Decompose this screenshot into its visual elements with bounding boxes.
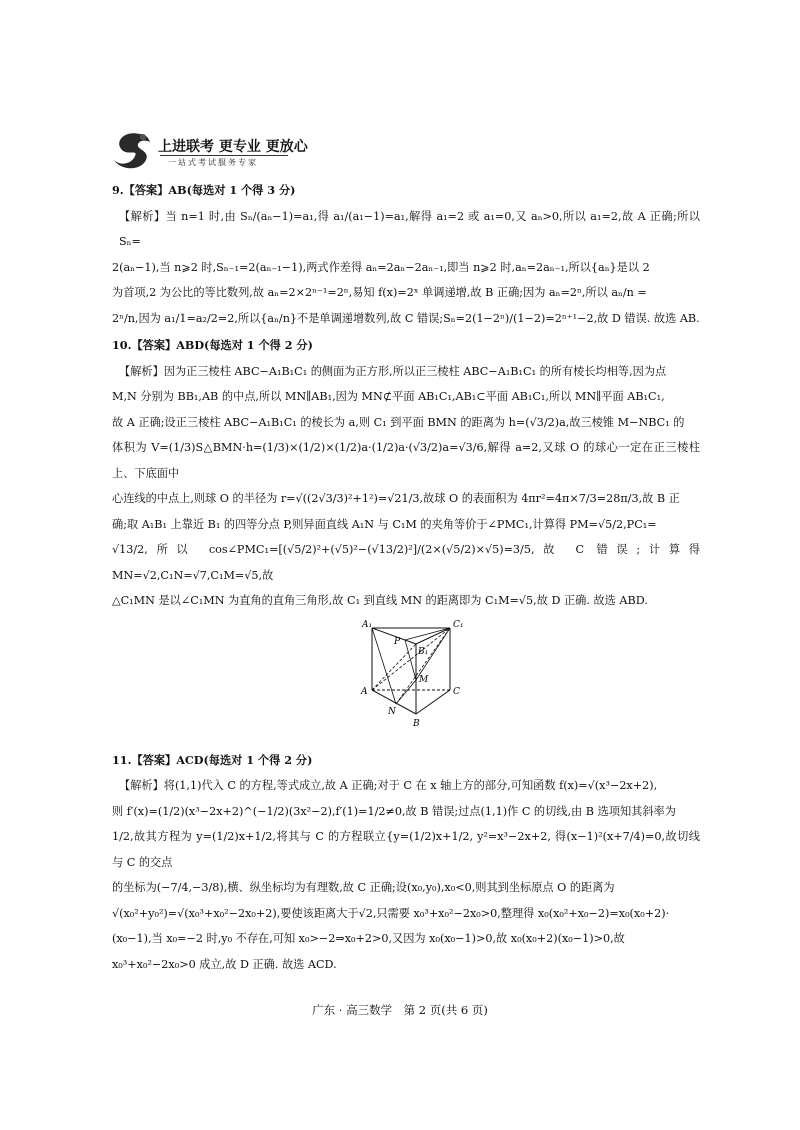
label-c1: C₁ [453,619,464,630]
label-b: B [413,718,420,729]
question-9-line: 为首项,2 为公比的等比数列,故 aₙ=2×2ⁿ⁻¹=2ⁿ,易知 f(x)=2ˣ 单调递增,故 B 正确;因为 aₙ=2ⁿ,所以 aₙ/n = [112,286,647,299]
question-10-line: △C₁MN 是以∠C₁MN 为直角的直角三角形,故 C₁ 到直线 MN 的距离即为 C₁M=√5,故 D 正确. 故选 ABD. [112,594,648,607]
header-logo [110,128,310,172]
question-9 [112,178,700,331]
question-11-line: 1/2,故其方程为 y=(1/2)x+1/2,将其与 C 的方程联立{y=(1/2)x+1/2, y²=x³−2x+2, 得(x−1)²(x+7/4)=0,故切线与 C 的交点 [112,830,700,869]
question-9-line: 2ⁿ/n,因为 a₁/1=a₂/2=2,所以{aₙ/n}不是单调递增数列,故 C 错误;Sₙ=2(1−2ⁿ)/(1−2)=2ⁿ⁺¹−2,故 D 错误. 故选 AB. [112,311,700,325]
question-11-line: x₀³+x₀²−2x₀>0 成立,故 D 正确. 故选 ACD. [112,957,337,971]
answer-content [112,178,700,979]
label-a1: A₁ [362,619,373,630]
header-slogan: 上进联考 更专业 更放心 [158,139,308,155]
question-10-line: 体积为 V=(1/3)S△BMN·h=(1/3)×(1/2)×(1/2)a·(1/2)a·(√3/2)a=√3/6,解得 a=2,又球 O 的球心一定在正三棱柱上、下底面中 [112,441,700,480]
label-m: M [419,674,429,685]
question-11-line: √(x₀²+y₀²)=√(x₀³+x₀²−2x₀+2),要使该距离大于√2,只需要 x₀³+x₀²−2x₀>0,整理得 x₀(x₀²+x₀−2)=x₀(x₀+2)· [112,906,670,920]
label-c: C [453,686,460,697]
question-11-answer: 11.【答案】ACD(每选对 1 个得 2 分) [112,752,313,767]
question-9-line: 2(aₙ−1),当 n⩾2 时,Sₙ₋₁=2(aₙ₋₁−1),两式作差得 aₙ=2aₙ−2aₙ₋₁,即当 n⩾2 时,aₙ=2aₙ₋₁,所以{aₙ}是以 2 [112,260,650,274]
page-footer: 广东 · 高三数学 第 2 页(共 6 页) [312,1003,488,1017]
question-11-line: (x₀−1),当 x₀=−2 时,y₀ 不存在,可知 x₀>−2⇒x₀+2>0,又因为 x₀(x₀−1)>0,故 x₀(x₀+2)(x₀−1)>0,故 [112,932,625,945]
question-10-line: 心连线的中点上,则球 O 的半径为 r=√((2√3/3)²+1²)=√21/3,故球 O 的表面积为 4πr²=4π×7/3=28π/3,故 B 正 [112,492,680,505]
question-11-line: 则 f′(x)=(1/2)(x³−2x+2)^(−1/2)(3x²−2),f′(1)=1/2≠0,故 B 错误;过点(1,1)作 C 的切线,由 B 选项知其斜率为 [112,804,676,818]
question-9-answer: 9.【答案】AB(每选对 1 个得 3 分) [112,183,296,197]
question-9-line: 【解析】当 n=1 时,由 Sₙ/(aₙ−1)=a₁,得 a₁/(a₁−1)=a₁,解得 a₁=2 或 a₁=0,又 aₙ>0,所以 a₁=2,故 A 正确;所以 Sₙ= [119,209,700,248]
label-a: A [361,686,368,697]
question-10-line: 故 A 正确;设正三棱柱 ABC−A₁B₁C₁ 的棱长为 a,则 C₁ 到平面 BMN 的距离为 h=(√3/2)a,故三棱锥 M−NBC₁ 的 [112,415,685,429]
label-n: N [388,706,396,717]
header-rule [160,155,288,156]
question-10-line: 【解析】因为正三棱柱 ABC−A₁B₁C₁ 的侧面为正方形,所以正三棱柱 ABC−A₁B₁C₁ 的所有棱长均相等,因为点 [119,364,667,378]
question-11-line: 的坐标为(−7/4,−3/8),横、纵坐标均为有理数,故 C 正确;设(x₀,y₀),x₀<0,则其到坐标原点 O 的距离为 [112,881,615,894]
prism-figure [112,618,700,738]
prism-diagram [358,618,468,736]
question-11-line: 【解析】将(1,1)代入 C 的方程,等式成立,故 A 正确;对于 C 在 x 轴上方的部分,可知函数 f(x)=√(x³−2x+2), [119,779,658,792]
label-p: P [394,636,401,647]
logo-swirl-icon [110,128,156,172]
question-11 [112,748,700,978]
header-subtitle: 一站式考试服务专家 [168,158,258,167]
question-10-answer: 10.【答案】ABD(每选对 1 个得 2 分) [112,338,313,352]
question-10-line: M,N 分别为 BB₁,AB 的中点,所以 MN∥AB₁,因为 MN⊄平面 AB₁C₁,AB₁⊂平面 AB₁C₁,所以 MN∥平面 AB₁C₁, [112,390,665,403]
label-b1: B₁ [418,646,429,657]
question-10-line: 确;取 A₁B₁ 上靠近 B₁ 的四等分点 P,则异面直线 A₁N 与 C₁M 的夹角等价于∠PMC₁,计算得 PM=√5/2,PC₁= [112,517,657,531]
question-10 [112,333,700,614]
question-10-line: √13/2,所以 cos∠PMC₁=[(√5/2)²+(√5)²−(√13/2)²]/(2×(√5/2)×√5)=3/5,故 C 错误;计算得 MN=√2,C₁N=√7,C₁M=√5,故 [112,543,700,582]
